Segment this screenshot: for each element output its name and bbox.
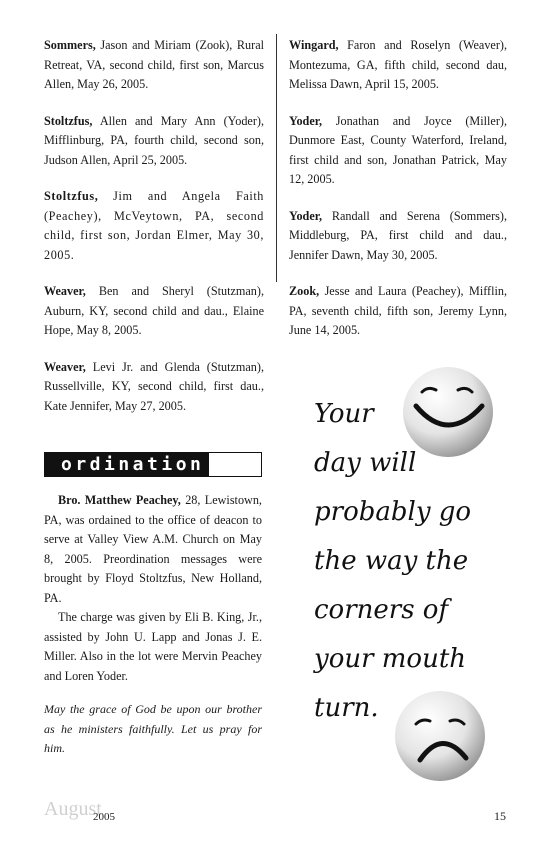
mouth-corners-quote	[314, 390, 514, 733]
announcement-entry	[44, 187, 264, 265]
announcement-entry	[289, 282, 507, 341]
announcement-text: Levi Jr. and Glenda (Stutzman), Russellville, KY, second child, first dau., Kate Jennifer, May 27, 2005.	[44, 359, 265, 413]
announcement-entry	[44, 36, 264, 95]
ordination-paragraph: The charge was given by Eli B. King, Jr., assisted by John U. Lapp and Jonas J. E. Miller. Also in the lot were Mervin Peachey and Loren Yoder.	[44, 610, 262, 683]
quote-line: the way the	[314, 546, 469, 576]
announcement-entry	[44, 282, 264, 341]
announcement-entry	[289, 36, 507, 95]
footer-month: August	[44, 798, 102, 820]
family-name: Stoltzfus,	[44, 113, 93, 128]
announcement-text: Jason and Miriam (Zook), Rural Retreat, VA, second child, first son, Marcus Allen, May 26, 2005.	[44, 38, 265, 91]
ordination-section	[44, 491, 262, 759]
quote-line: Your	[314, 399, 374, 429]
ordination-text: 28, Lewistown, PA, was ordained to the office of deacon to serve at Valley View A.M. Church on May 8, 2005. Preordination messages were brought by Floyd Stoltzfus, New Holland, PA.	[44, 493, 262, 605]
announcement-entry	[289, 207, 507, 266]
announcement-text: Jonathan and Joyce (Miller), Dunmore East, County Waterford, Ireland, first child and son, Jonathan Patrick, May 12, 2005.	[289, 113, 507, 186]
family-name: Weaver,	[44, 284, 86, 298]
family-name: Zook,	[289, 284, 320, 298]
announcement-entry	[289, 112, 507, 190]
family-name: Yoder,	[289, 208, 323, 223]
ordination-paragraph	[44, 491, 262, 608]
quote-line: probably go	[314, 497, 472, 527]
footer-year: 2005	[93, 811, 115, 823]
birth-announcements-right	[289, 36, 507, 358]
prayer-note: May the grace of God be upon our brother as he ministers faithfully. Let us pray for him.	[44, 702, 262, 755]
announcement-text: Ben and Sheryl (Stutzman), Auburn, KY, second child and dau., Elaine Hope, May 8, 2005.	[44, 284, 265, 337]
quote-line: corners of	[314, 595, 449, 625]
announcement-text: Randall and Serena (Sommers), Middleburg, PA, first child and dau., Jennifer Dawn, May 30, 2005.	[289, 208, 507, 262]
ordinee-name: Bro. Matthew Peachey,	[58, 493, 181, 507]
page-number: 15	[494, 809, 506, 823]
family-name: Wingard,	[289, 38, 339, 52]
family-name: Stoltzfus,	[44, 189, 99, 203]
ordination-heading-label: ordination	[45, 453, 209, 476]
quote-line: your mouth	[314, 644, 467, 674]
column-divider	[276, 34, 277, 282]
announcement-entry	[44, 358, 264, 417]
announcement-entry	[44, 112, 264, 171]
family-name: Weaver,	[44, 359, 86, 374]
announcement-text: Jim and Angela Faith (Peachey), McVeytown, PA, second child, first son, Jordan Elmer, May 30, 2005.	[44, 189, 265, 262]
birth-announcements-left	[44, 36, 264, 433]
family-name: Sommers,	[44, 38, 96, 52]
quote-line: day will	[314, 448, 417, 478]
announcement-text: Jesse and Laura (Peachey), Mifflin, PA, seventh child, fifth son, Jeremy Lynn, June 14, 2005.	[289, 284, 508, 337]
announcement-text: Faron and Roselyn (Weaver), Montezuma, GA, fifth child, second dau, Melissa Dawn, April 15, 2005.	[289, 38, 507, 91]
family-name: Yoder,	[289, 113, 323, 128]
announcement-text: Allen and Mary Ann (Yoder), Mifflinburg, PA, fourth child, second son, Judson Allen, April 25, 2005.	[44, 113, 264, 167]
quote-line: turn.	[314, 693, 379, 723]
ordination-heading	[44, 452, 262, 477]
